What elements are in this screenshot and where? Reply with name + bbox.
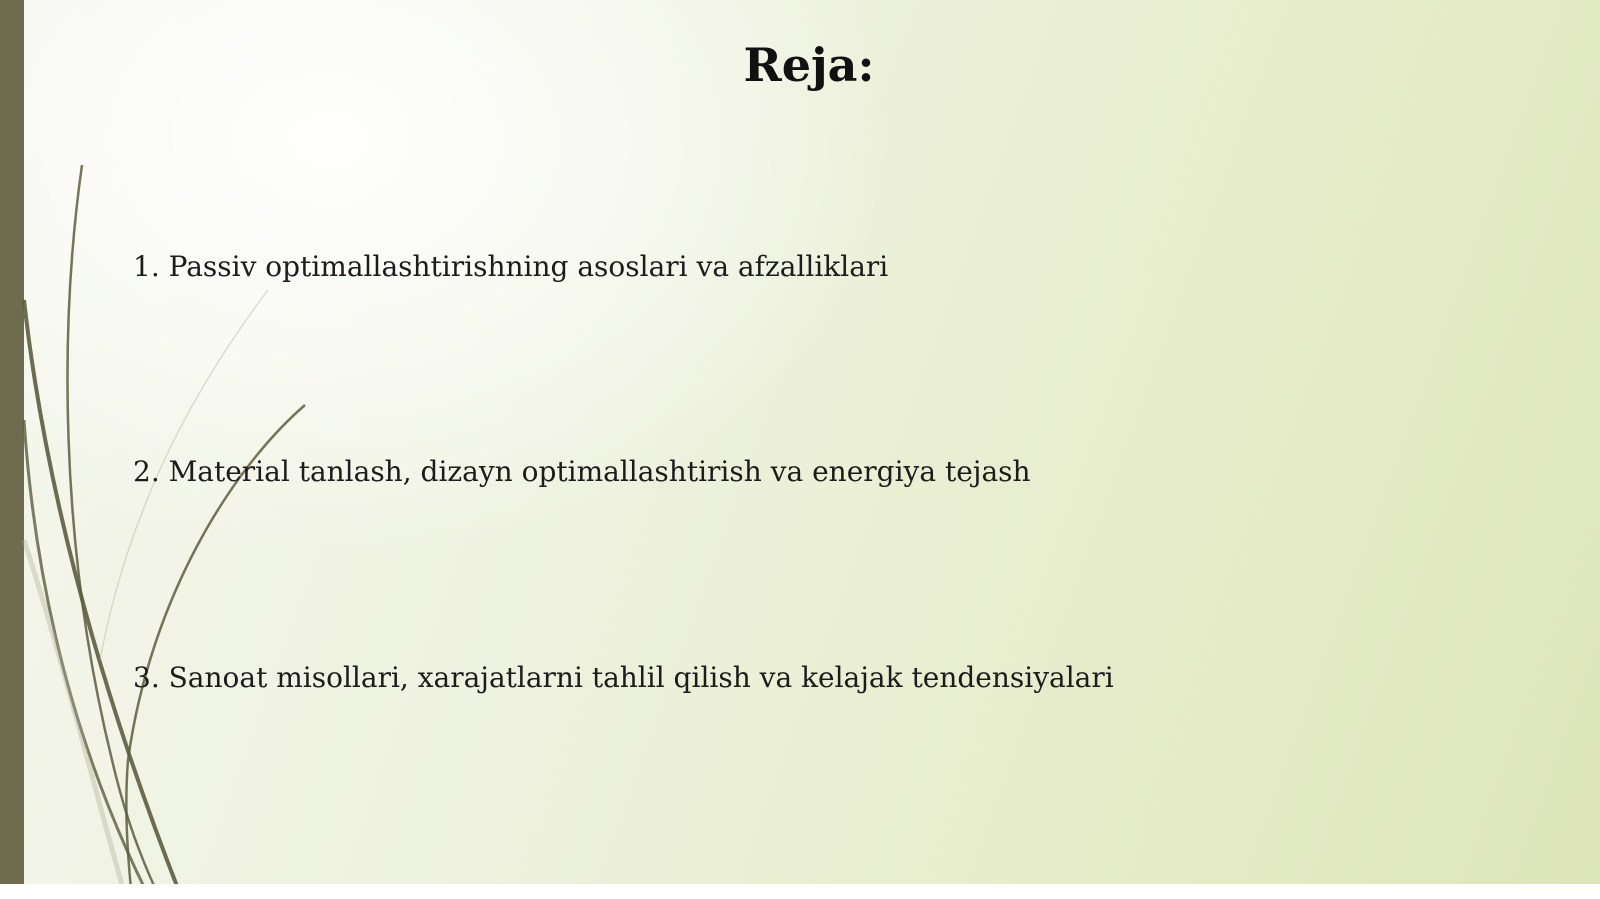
- grass-blade: [24, 540, 126, 899]
- agenda-item: 2. Material tanlash, dizayn optimallashtirish va energiya tejash: [133, 455, 1031, 488]
- grass-blades-graphic: [0, 0, 340, 899]
- bottom-strip: [0, 884, 1600, 899]
- slide-title: Reja:: [743, 38, 875, 92]
- agenda-item: 3. Sanoat misollari, xarajatlarni tahlil qilish va kelajak tendensiyalari: [133, 661, 1114, 694]
- agenda-item: 1. Passiv optimallashtirishning asoslari va afzalliklari: [133, 250, 889, 283]
